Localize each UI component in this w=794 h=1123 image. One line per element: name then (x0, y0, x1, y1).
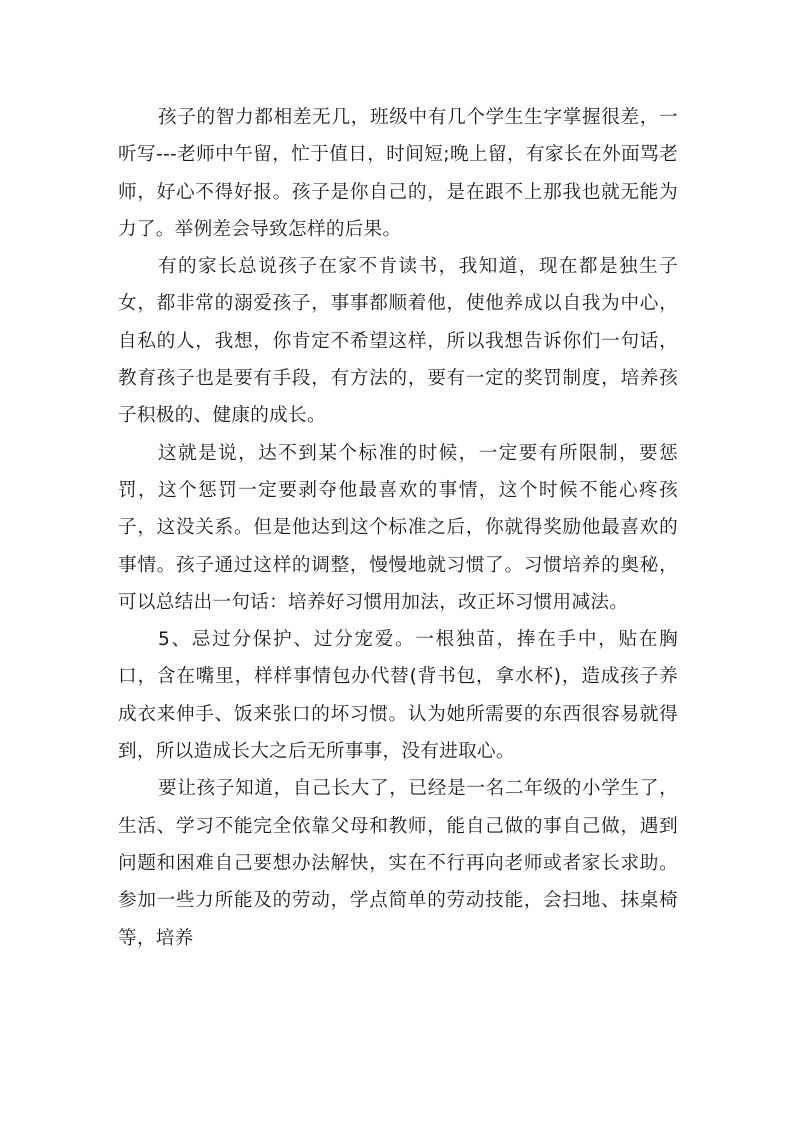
paragraph-1: 孩子的智力都相差无几，班级中有几个学生生字掌握很差，一听写---老师中午留，忙于值日，时间短;晚上留，有家长在外面骂老师，好心不得好报。孩子是你自己的，是在跟不上那我也就无能为力了。举例差会导致怎样的后果。 (118, 107, 678, 240)
paragraph-4: 5、忌过分保护、过分宠爱。一根独苗，捧在手中，贴在胸口，含在嘴里，样样事情包办代替(背书包，拿水杯)，造成孩子养成衣来伸手、饭来张口的坏习惯。认为她所需要的东西很容易就得到，所以造成长大之后无所事事，没有进取心。 (118, 629, 678, 763)
body-text (118, 99, 678, 957)
paragraph-3: 这就是说，达不到某个标准的时候，一定要有所限制，要惩罚，这个惩罚一定要剥夺他最喜欢的事情，这个时候不能心疼孩子，这没关系。但是他达到这个标准之后，你就得奖励他最喜欢的事情。孩子通过这样的调整，慢慢地就习惯了。习惯培养的奥秘，可以总结出一句话：培养好习惯用加法，改正坏习惯用减法。 (118, 442, 678, 613)
paragraph-5: 要让孩子知道，自己长大了，已经是一名二年级的小学生了，生活、学习不能完全依靠父母和教师，能自己做的事自己做，遇到问题和困难自己要想办法解快，实在不行再向老师或者家长求助。参加一些力所能及的劳动，学点简单的劳动技能，会扫地、抹桌椅等，培养 (118, 778, 678, 949)
paragraph-2: 有的家长总说孩子在家不肯读书，我知道，现在都是独生子女，都非常的溺爱孩子，事事都顺着他，使他养成以自我为中心，自私的人，我想，你肯定不希望这样，所以我想告诉你们一句话，教育孩子也是要有手段，有方法的，要有一定的奖罚制度，培养孩子积极的、健康的成长。 (118, 256, 678, 427)
